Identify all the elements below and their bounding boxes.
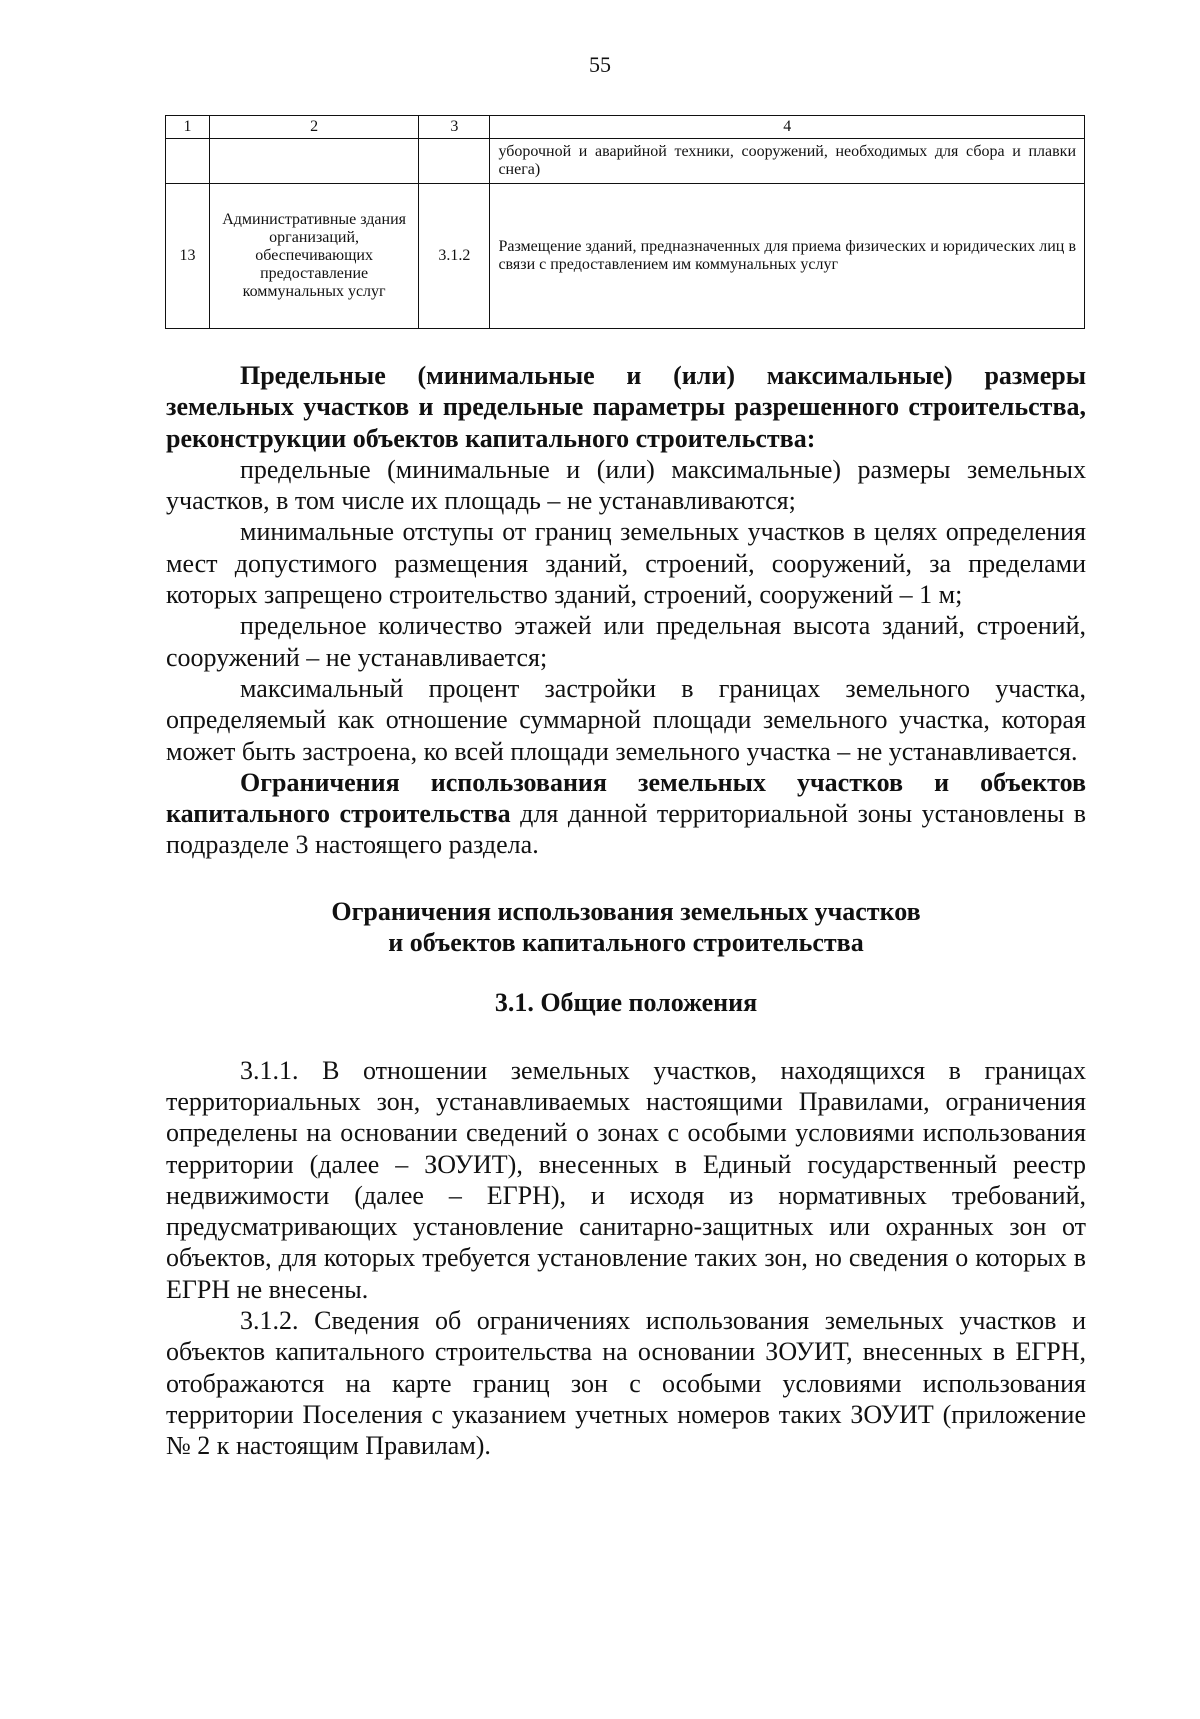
section-paragraph: 3.1.2. Сведения об ограничениях использования земельных участков и объектов капитального строительства на основании ЗОУИТ, внесенных в ЕГРН, отображаются на карте границ зон с особыми условиями использования территории Поселения с указанием учетных номеров таких ЗОУИТ (приложение № 2 к настоящим Правилам). bbox=[166, 1306, 1086, 1461]
table-cell bbox=[166, 139, 210, 184]
table-header-cell: 2 bbox=[209, 116, 418, 139]
limits-item: предельное количество этажей или предельная высота зданий, строений, сооружений – не устанавливается; bbox=[166, 611, 1086, 672]
section-title bbox=[166, 896, 1086, 959]
table-header-cell: 4 bbox=[490, 116, 1085, 139]
table-header-row bbox=[166, 116, 1085, 139]
document-body bbox=[166, 360, 1086, 1462]
table-cell-description: Размещение зданий, предназначенных для приема физических и юридических лиц в связи с предоставлением им коммунальных услуг bbox=[490, 184, 1085, 329]
land-use-table bbox=[165, 115, 1085, 329]
restrictions-note bbox=[166, 767, 1086, 861]
table-header-cell: 3 bbox=[419, 116, 490, 139]
limits-item: предельные (минимальные и (или) максимальные) размеры земельных участков, в том числе их площадь – не устанавливаются; bbox=[166, 454, 1086, 516]
limits-item: максимальный процент застройки в границах земельного участка, определяемый как отношение суммарной площади земельного участка, которая может быть застроена, ко всей площади земельного участка – не устанавливается. bbox=[166, 673, 1086, 766]
section-title-line1: Ограничения использования земельных участков bbox=[331, 896, 921, 926]
table-cell-name: Административные здания организаций, обеспечивающих предоставление коммунальных услуг bbox=[209, 184, 418, 329]
restrictions-note-text: для данной территориальной зоны установлены в подразделе 3 настоящего раздела. bbox=[166, 799, 1086, 860]
table-cell-description: уборочной и аварийной техники, сооружений, необходимых для сбора и плавки снега) bbox=[490, 139, 1085, 184]
table-cell bbox=[419, 139, 490, 184]
limits-item: минимальные отступы от границ земельных участков в целях определения мест допустимого размещения зданий, строений, сооружений, за пределами которых запрещено строительство зданий, строений, сооружений – 1 м; bbox=[166, 517, 1086, 610]
table-row bbox=[166, 139, 1085, 184]
page-number: 55 bbox=[589, 52, 611, 77]
table-row bbox=[166, 184, 1085, 329]
table-cell-code: 3.1.2 bbox=[419, 184, 490, 329]
section-paragraph: 3.1.1. В отношении земельных участков, находящихся в границах территориальных зон, устанавливаемых настоящими Правилами, ограничения определены на основании сведений о зонах с особыми условиями использования территории (далее – ЗОУИТ), внесенных в Единый государственный реестр недвижимости (далее – ЕГРН), и исходя из нормативных требований, предусматривающих установление санитарно-защитных или охранных зон от объектов, для которых требуется установление таких зон, но сведения о которых в ЕГРН не внесены. bbox=[166, 1055, 1086, 1304]
section-title-line2: и объектов капитального строительства bbox=[388, 928, 864, 958]
limits-heading: Предельные (минимальные и (или) максимальные) размеры земельных участков и предельные параметры разрешенного строительства, реконструкции объектов капитального строительства: bbox=[166, 361, 1086, 453]
table-header-cell: 1 bbox=[166, 116, 210, 139]
restrictions-note-bold: Ограничения использования земельных участков и объектов капитального строительства bbox=[166, 767, 1086, 829]
subsection-title: 3.1. Общие положения bbox=[494, 988, 758, 1018]
table-cell bbox=[209, 139, 418, 184]
table-cell-number: 13 bbox=[166, 184, 210, 329]
